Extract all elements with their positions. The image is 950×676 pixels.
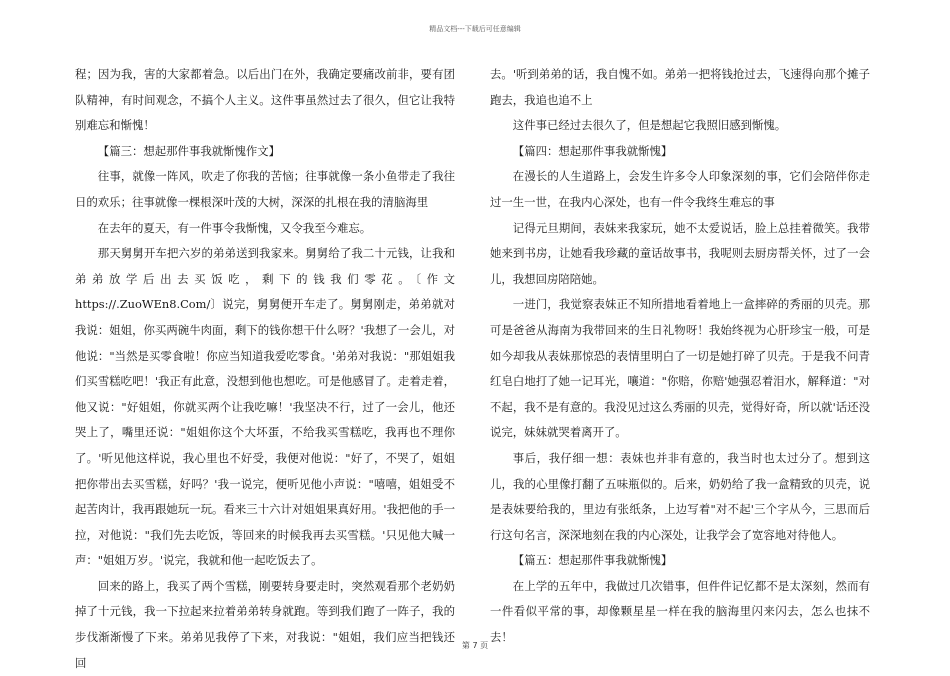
paragraph: 这件事已经过去很久了，但是想起它我照旧感到惭愧。 — [512, 118, 787, 133]
paragraph: 一进门，我觉察表妹正不知所措地看着地上一盒摔碎的秀丽的贝壳。那可是爸爸从海南为我带回来的生日礼物呀！我始终视为心肝珍宝一般，可是如今却我从表妹那惊恐的表情里明白了一切是她打碎了贝壳。于是我不问青红皂白地打了她一记耳光，嚷道："你赔，你赔'她强忍着泪水，解释道："对不起，我不是有意的。我没见过这么秀丽的贝壳，觉得好奇，所以就'话还没说完，妹妹就哭着离开了。 — [490, 297, 870, 440]
page-header: 精品文档---下载后可任意编辑 — [429, 25, 521, 33]
section-heading: 【篇三：想起那件事我就惭愧作文】 — [97, 143, 281, 158]
section-heading: 【篇四：想起那件事我就惭愧】 — [512, 143, 673, 158]
paragraph: 记得元旦期间，表妹来我家玩，她不太爱说话，脸上总挂着微笑。我带她来到书房，让她看我珍藏的童话故事书，我呢则去厨房帮关怀，过了一会儿，我想回房陪陪她。 — [490, 220, 870, 286]
paragraph: 事后，我仔细一想：表妹也并非有意的，我当时也太过分了。想到这儿，我的心里像打翻了五味瓶似的。后来，奶奶给了我一盒精致的贝壳，说是表妹要给我的，里边有张纸条，上边写着"对不起'三个字从今，三思而后行这句名言，深深地刻在我的内心深处，让我学会了宽容地对待他人。 — [490, 450, 870, 542]
paragraph: 程；因为我，害的大家都着急。以后出门在外，我确定要痛改前非，要有团队精神，有时间观念，不搞个人主义。这件事虽然过去了很久，但它让我特别难忘和惭愧！ — [75, 67, 455, 133]
paragraph: 那天舅舅开车把六岁的弟弟送到我家来。舅舅给了我二十元钱，让我和弟弟放学后出去买饭吃，剩下的钱我们零花。〔作文 https://.ZuoWEn8.Com/〕说完，舅舅便开车走了。舅舅刚走，弟弟就对我说：姐姐，你买两碗牛肉面，剩下的钱你想干什么呀？'我想了一会儿，对他说："当然是买零食啦！你应当知道我爱吃零食。'弟弟对我说："那姐姐我们买雪糕吃吧！'我正有此意，没想到他也想吃。可是他感冒了。走着走着，他又说："好姐姐，你就买两个让我吃嘛！'我坚决不行，过了一会儿，他还哭上了，嘴里还说："姐姐你这个大坏蛋，不给我买雪糕吃，我再也不理你了。'听见他这样说，我心里也不好受，我便对他说："好了，不哭了，姐姐把你带出去买雪糕，好吗？'我一说完，便听见他小声说："嘻嘻，姐姐受不起苦肉计，我再跟她玩一玩。看来三十六计对姐姐果真好用。'我把他的手一拉，对他说："我们先去吃饭，等回来的时候我再去买雪糕。'只见他大喊一声："姐姐万岁。'说完，我就和他一起吃饭去了。 — [75, 246, 455, 568]
paragraph: 在上学的五年中，我做过几次错事，但件件记忆都不是太深刻，然而有一件看似平常的事，却像颗星星一样在我的脑海里闪来闪去，怎么也抹不去！ — [490, 578, 870, 645]
paragraph: 去。'听到弟弟的话，我自愧不如。弟弟一把将钱抢过去，飞速得向那个摊子跑去，我追也追不上 — [490, 67, 870, 107]
page-number: 第 7 页 — [461, 641, 489, 650]
paragraph: 在漫长的人生道路上，会发生许多令人印象深刻的事，它们会陪伴你走过一生一世，在我内心深处，也有一件令我终生难忘的事 — [490, 169, 870, 209]
paragraph: 在去年的夏天，有一件事令我惭愧，又令我至今难忘。 — [97, 220, 372, 235]
left-column — [75, 62, 455, 676]
right-column — [490, 62, 870, 651]
paragraph: 往事，就像一阵风，吹走了你我的苦恼；往事就像一条小鱼带走了我往日的欢乐；往事就像一棵根深叶茂的大树，深深的扎根在我的清脑海里 — [75, 169, 455, 209]
section-heading: 【篇五：想起那件事我就惭愧】 — [512, 553, 673, 568]
paragraph: 回来的路上，我买了两个雪糕，刚要转身要走时，突然观看那个老奶奶掉了十元钱，我一下拉起来拉着弟弟转身就跑。等到我们跑了一阵子，我的步伐渐渐慢了下来。弟弟见我停了下来，对我说："姐姐，我们应当把钱还回 — [75, 578, 455, 670]
